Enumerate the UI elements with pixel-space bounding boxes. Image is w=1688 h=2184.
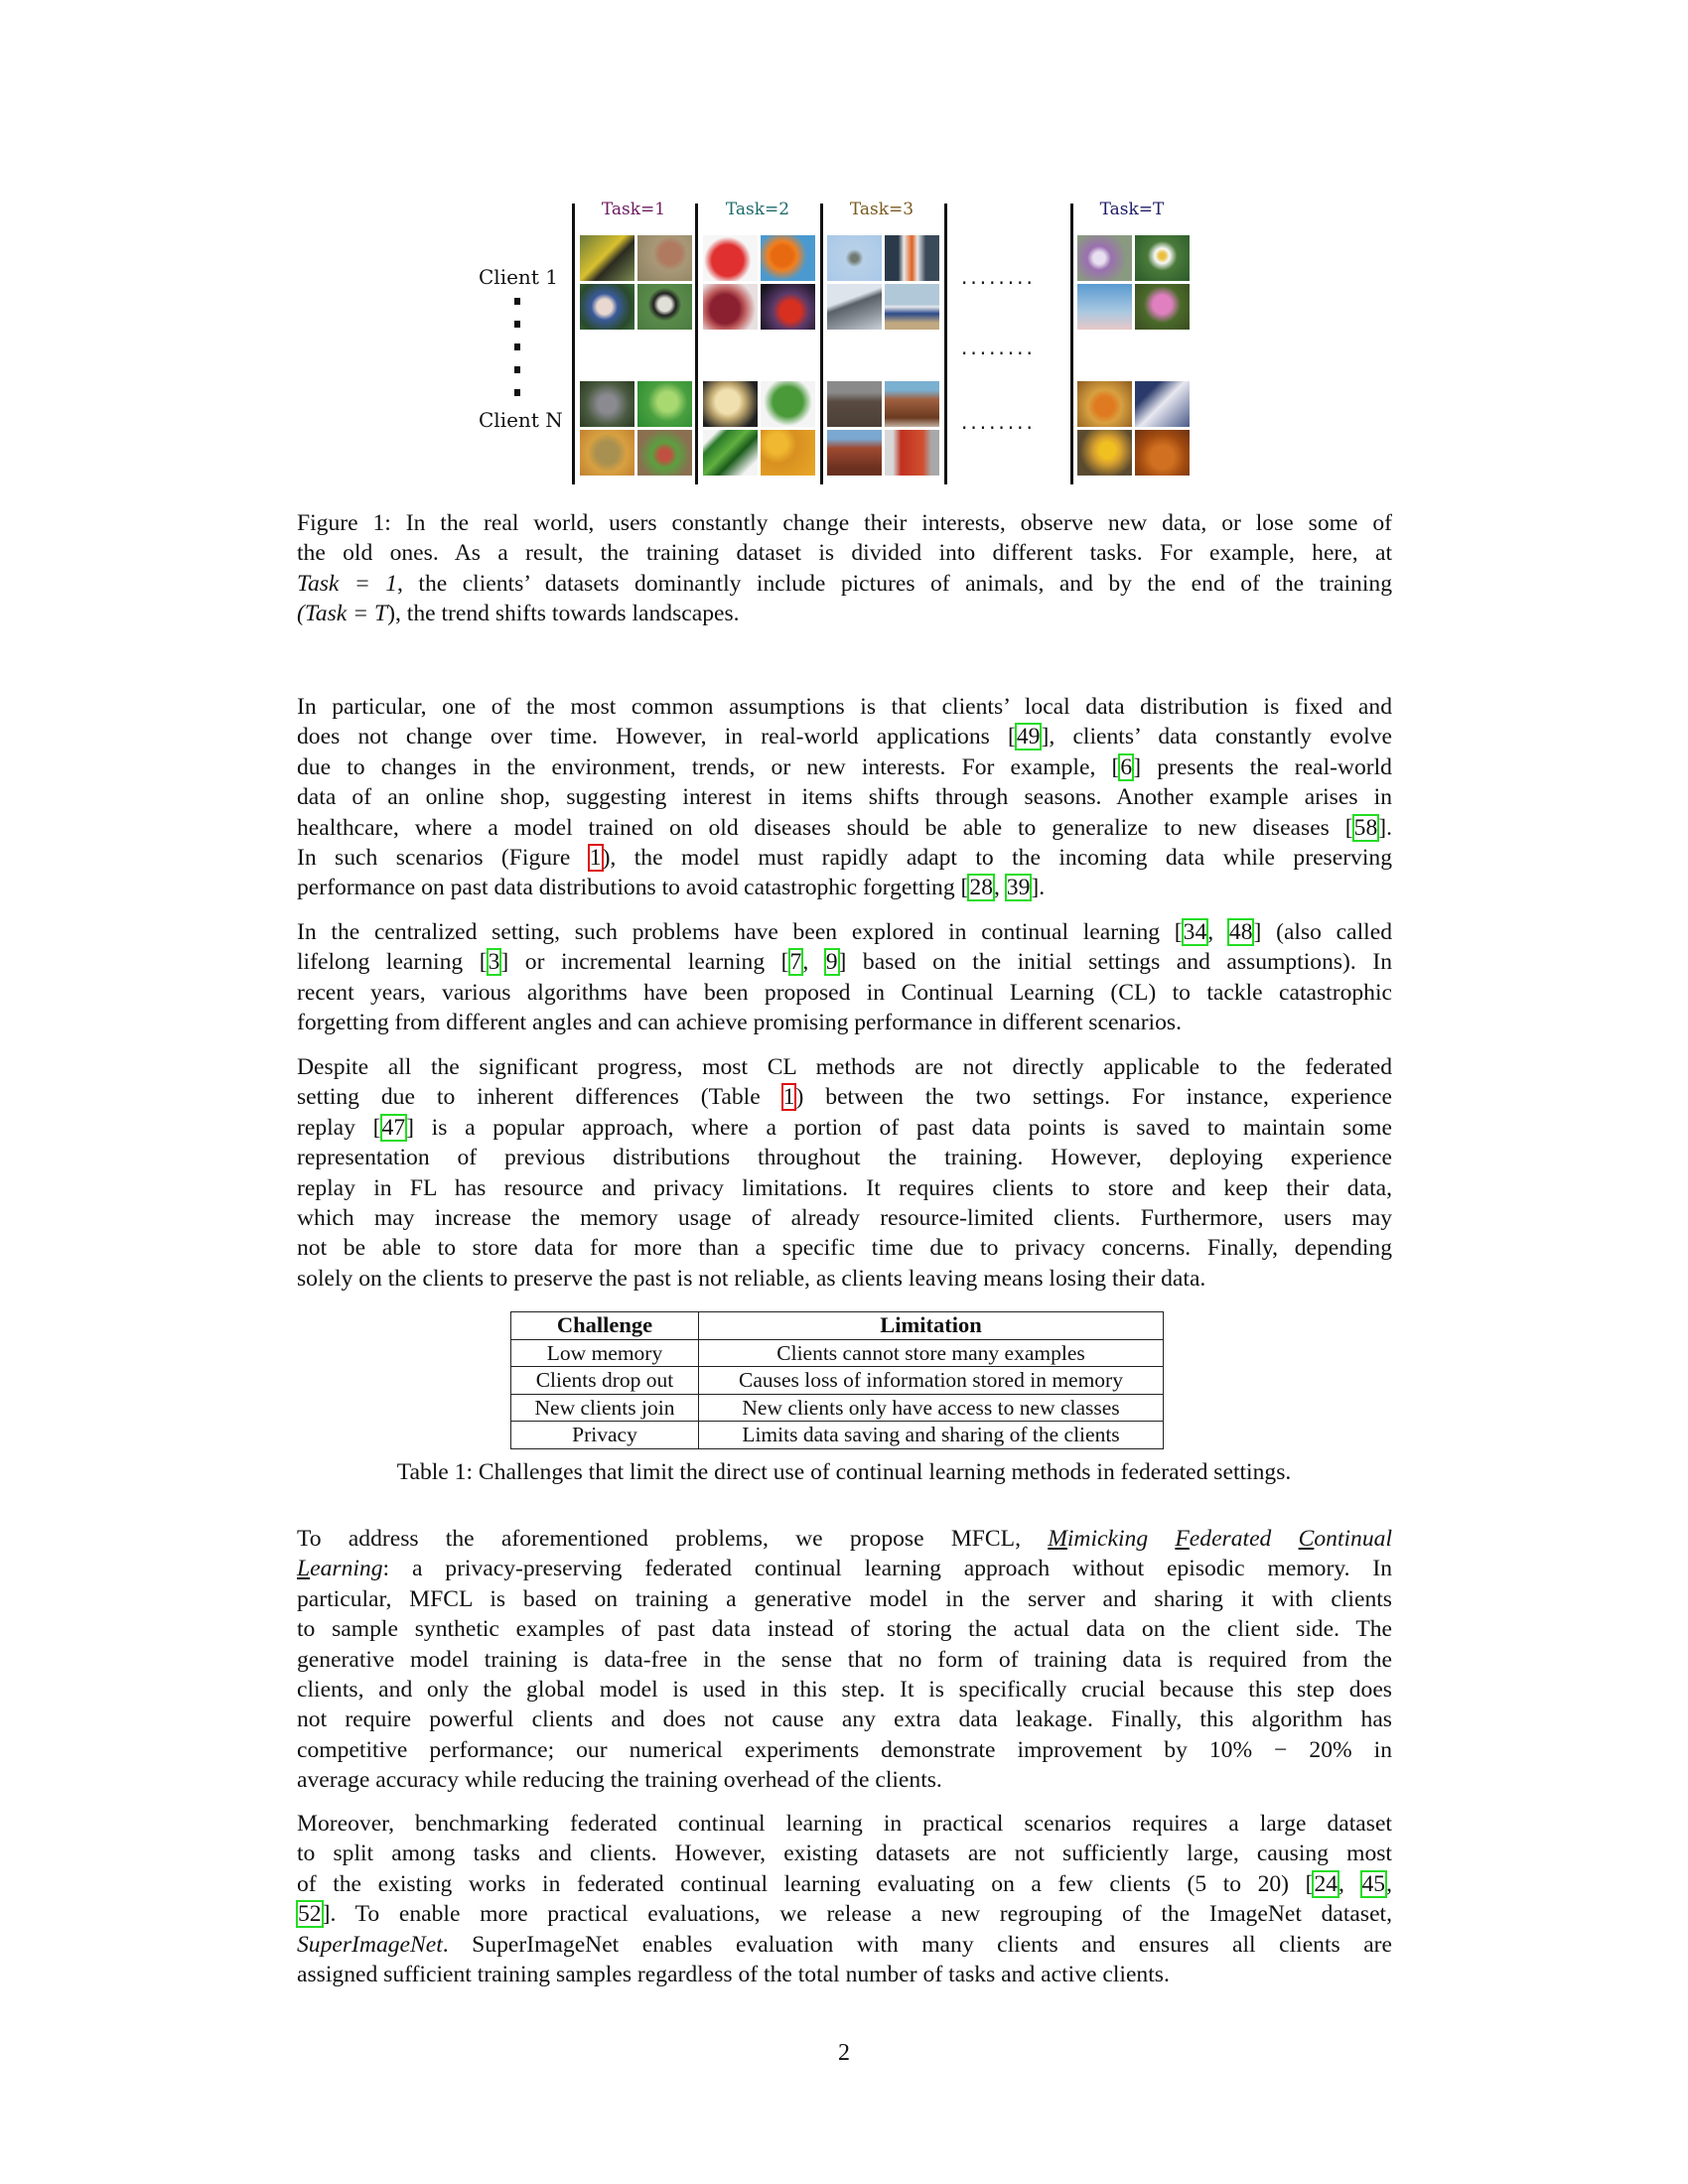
paragraph-5: Moreover, benchmarking federated continual learning in practical scenarios requires a large dataset to split among tasks and clients. However, existing datasets are not sufficiently large, causing most of the existing works in federated continual learning evaluating on a few clients (5 to 20) [24, 45, 52]. To enable more practical evaluations, we release a new regrouping of the ImageNet dataset, SuperImageNet. SuperImageNet enables evaluation with many clients and ensures all clients are assigned sufficient training samples regardless of the total number of tasks and active clients.	[297, 1811, 1392, 1988]
column-divider	[572, 204, 575, 484]
space-shuttle-image	[885, 235, 939, 281]
chickadee-image	[637, 284, 692, 330]
client-N-label: Client N	[479, 408, 563, 432]
image-grid-task1-clientN	[580, 381, 692, 476]
table-header: Limitation	[699, 1312, 1164, 1340]
citation-link[interactable]: 9	[825, 949, 838, 976]
page-number: 2	[838, 2040, 850, 2066]
table-cell: Clients cannot store many examples	[699, 1339, 1164, 1367]
airplane-wing-image	[827, 284, 882, 330]
task-label-2: Task=2	[725, 200, 790, 219]
airplane-image	[827, 235, 882, 281]
horizontal-ellipsis: ........	[961, 410, 1036, 434]
blue-jay-image	[580, 284, 634, 330]
citation-link[interactable]: 28	[969, 875, 993, 901]
papaya-image	[703, 381, 758, 427]
image-grid-taskT-clientN	[1077, 381, 1190, 476]
paragraph-2: In the centralized setting, such problems have been explored in continual learning [34, 48] (also called lifelong learning [3] or incremental learning [7, 9] based on the initial settings and assumptions). In recent years, various algorithms have been proposed in Continual Learning (CL) to tackle catastrophic forgetting from different angles and can achieve promising performance in different scenarios.	[297, 919, 1393, 1036]
image-grid-task3-client1	[827, 235, 939, 330]
paragraph-1: In particular, one of the most common assumptions is that clients’ local data distribution is fixed and does not change over time. However, in real-world applications [49], clients’ data constantly evolve due to changes in the environment, trends, or new interests. For example, [6] presents the real-world data of an online shop, suggesting interest in items shifts through seasons. Another example arises in healthcare, where a model trained on old diseases should be able to generalize to new diseases [58]. In such scenarios (Figure 1), the model must rapidly adapt to the incoming data while preserving performance on past data distributions to avoid catastrophic forgetting [28, 39].	[297, 694, 1392, 901]
palm-tree-image	[1077, 284, 1132, 330]
table-cell: Limits data saving and sharing of the clients	[699, 1422, 1164, 1449]
vertical-ellipsis-dot	[514, 389, 520, 396]
table-cell: New clients join	[511, 1394, 699, 1422]
broccoli-image	[761, 381, 815, 427]
vertical-ellipsis-dot	[514, 366, 520, 373]
table-row	[511, 1367, 1164, 1395]
table-1	[510, 1311, 1164, 1449]
citation-link[interactable]: 24	[1314, 1870, 1338, 1897]
citation-link[interactable]: 49	[1016, 724, 1041, 751]
owl-image	[580, 381, 634, 427]
table-header-row	[511, 1312, 1164, 1340]
table-row	[511, 1394, 1164, 1422]
citation-link[interactable]: 7	[789, 949, 802, 976]
table-cell: Low memory	[511, 1339, 699, 1367]
fig-image	[761, 284, 815, 330]
table-ref-link[interactable]: 1	[782, 1084, 795, 1111]
anole-image	[637, 430, 692, 476]
green-snake-image	[637, 381, 692, 427]
house-finch-image	[637, 235, 692, 281]
rusty-ship-image	[827, 430, 882, 476]
sunflower-image	[1077, 430, 1132, 476]
table-1-caption: Table 1: Challenges that limit the direct use of continual learning methods in federated settings.	[396, 1459, 1292, 1485]
peppers-image	[761, 235, 815, 281]
image-grid-task1-client1	[580, 235, 692, 330]
citation-link[interactable]: 45	[1361, 1870, 1386, 1897]
wooden-ship-image	[885, 381, 939, 427]
paragraph-3: Despite all the significant progress, most CL methods are not directly applicable to the federated setting due to inherent differences (Table 1) between the two settings. For instance, experience replay [47] is a popular approach, where a portion of past data points is saved to maintain some representation of previous distributions throughout the training. However, deploying experience replay in FL has resource and privacy limitations. It requires clients to store and keep their data, which may increase the memory usage of already resource-limited clients. Furthermore, users may not be able to store data for more than a specific time due to privacy concerns. Finally, depending solely on the clients to preserve the past is not reliable, as clients leaving means losing their data.	[297, 1054, 1392, 1292]
pomegranate-image	[703, 284, 758, 330]
citation-link[interactable]: 3	[488, 949, 500, 976]
table-cell: New clients only have access to new classes	[699, 1394, 1164, 1422]
task-label-T: Task=T	[1099, 200, 1165, 219]
image-grid-task2-client1	[703, 235, 815, 330]
tractor-image	[827, 381, 882, 427]
table-cell: Causes loss of information stored in memory	[699, 1367, 1164, 1395]
citation-link[interactable]: 58	[1353, 814, 1378, 841]
column-divider	[820, 204, 823, 484]
column-divider	[944, 204, 947, 484]
pink-flower-image	[1135, 284, 1190, 330]
table-row	[511, 1339, 1164, 1367]
strawberry-image	[703, 235, 758, 281]
daisy-image	[1135, 235, 1190, 281]
toad-image	[580, 430, 634, 476]
column-divider	[695, 204, 698, 484]
citation-link[interactable]: 48	[1228, 919, 1253, 945]
citation-link[interactable]: 39	[1006, 875, 1031, 901]
client-1-label: Client 1	[479, 265, 558, 289]
citation-link[interactable]: 52	[298, 1901, 322, 1928]
figure-1-caption: Figure 1: In the real world, users constantly change their interests, observe new data, or lose some of the old ones. As a result, the training dataset is divided into different tasks. For example, here, at Task = 1, the clients’ datasets dominantly include pictures of animals, and by the end of the training (Task = T), the trend shifts towards landscapes.	[297, 510, 1392, 627]
figure-1	[467, 194, 1221, 486]
vertical-ellipsis-dot	[514, 343, 520, 350]
task-label-3: Task=3	[849, 200, 914, 219]
image-grid-task2-clientN	[703, 381, 815, 476]
table-header: Challenge	[511, 1312, 699, 1340]
table-cell: Privacy	[511, 1422, 699, 1449]
horizontal-ellipsis: ........	[961, 336, 1036, 359]
citation-link[interactable]: 6	[1120, 753, 1133, 780]
chickpeas-image	[761, 430, 815, 476]
tram-image	[885, 430, 939, 476]
zucchini-image	[703, 430, 758, 476]
figure-ref-link[interactable]: 1	[589, 845, 602, 872]
citation-link[interactable]: 34	[1183, 919, 1207, 945]
autumn-flowers-image	[1077, 381, 1132, 427]
shuttle-carrier-image	[885, 284, 939, 330]
column-divider	[1070, 204, 1073, 484]
citation-link[interactable]: 47	[381, 1114, 406, 1141]
vertical-ellipsis-dot	[514, 321, 520, 328]
table-cell: Clients drop out	[511, 1367, 699, 1395]
vertical-ellipsis-dot	[514, 298, 520, 305]
image-grid-taskT-client1	[1077, 235, 1190, 330]
paragraph-4: To address the aforementioned problems, we propose MFCL, Mimicking Federated Continual Learning: a privacy-preserving federated continual learning approach without episodic memory. In particular, MFCL is based on training a generative model in the server and sharing it with clients to sample synthetic examples of past data instead of storing the actual data on the client side. The generative model training is data-free in the sense that no form of training data is required from the clients, and only the global model is used in this step. It is specifically crucial because this step does not require powerful clients and does not cause any extra data leakage. Finally, this algorithm has competitive performance; our numerical experiments demonstrate improvement by 10% − 20% in average accuracy while reducing the training overhead of the clients.	[297, 1526, 1392, 1794]
goldfinch-image	[580, 235, 634, 281]
table-row	[511, 1422, 1164, 1449]
purple-flowers-image	[1077, 235, 1132, 281]
snowy-mountain-image	[1135, 381, 1190, 427]
task-label-1: Task=1	[601, 200, 666, 219]
autumn-bench-image	[1135, 430, 1190, 476]
horizontal-ellipsis: ........	[961, 265, 1036, 289]
image-grid-task3-clientN	[827, 381, 939, 476]
